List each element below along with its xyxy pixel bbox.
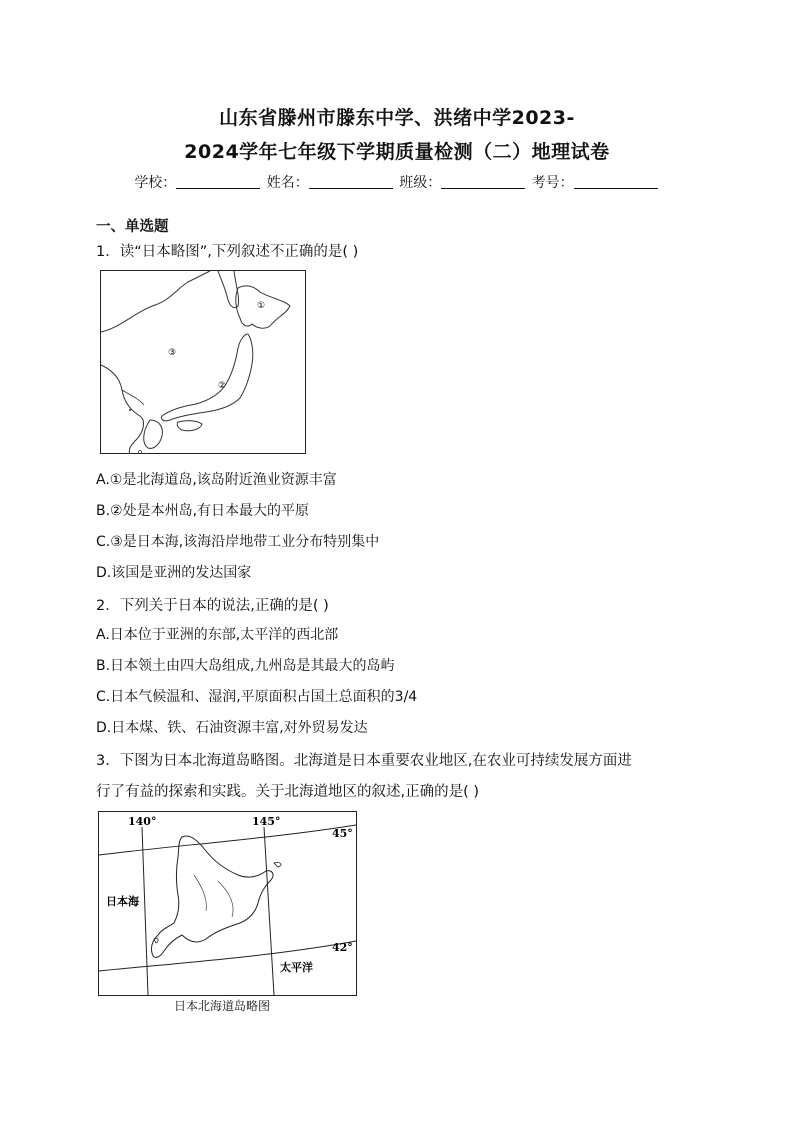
school-blank[interactable] — [176, 176, 260, 189]
exam-no-label: 考号： — [531, 175, 574, 191]
map-label-2: ② — [218, 381, 227, 391]
exam-title-line2: 2024学年七年级下学期质量检测（二）地理试卷 — [184, 141, 610, 163]
hokkaido-map-svg — [98, 811, 358, 997]
exam-title-line1: 山东省滕州市滕东中学、洪绪中学2023- — [219, 107, 575, 129]
q2-option-c[interactable]: C.日本气候温和、湿润,平原面积占国土总面积的3/4 — [96, 689, 418, 705]
q1-option-b[interactable]: B.②处是本州岛,有日本最大的平原 — [96, 503, 310, 519]
school-label: 学校： — [134, 175, 177, 191]
q2-option-a[interactable]: A.日本位于亚洲的东部,太平洋的西北部 — [96, 627, 339, 643]
q2-stem: 2．下列关于日本的说法,正确的是( ) — [96, 598, 329, 614]
japan-map-svg — [100, 270, 306, 454]
hokkaido-map-caption: 日本北海道岛略图 — [174, 999, 271, 1013]
section-heading: 一、单选题 — [96, 219, 169, 235]
name-blank[interactable] — [309, 176, 393, 189]
lon-140-label: 140° — [128, 815, 157, 828]
japan-map — [100, 270, 306, 458]
student-info-row — [0, 172, 794, 192]
name-label: 姓名： — [266, 175, 309, 191]
exam-no-blank[interactable] — [574, 176, 658, 189]
class-label: 班级： — [399, 175, 442, 191]
q1-option-a[interactable]: A.①是北海道岛,该岛附近渔业资源丰富 — [96, 472, 337, 488]
q2-option-b[interactable]: B.日本领土由四大岛组成,九州岛是其最大的岛屿 — [96, 658, 395, 674]
q3-stem-line2: 行了有益的探索和实践。关于北海道地区的叙述,正确的是( ) — [96, 784, 480, 800]
map-label-1: ① — [257, 301, 266, 311]
q1-stem: 1．读“日本略图”,下列叙述不正确的是( ) — [96, 244, 359, 260]
map-label-3: ③ — [168, 348, 177, 358]
lat-45-label: 45° — [332, 827, 353, 840]
pacific-ocean-label: 太平洋 — [280, 961, 313, 974]
lon-145-label: 145° — [252, 815, 281, 828]
hokkaido-map — [98, 811, 358, 1001]
q1-option-d[interactable]: D.该国是亚洲的发达国家 — [96, 565, 252, 581]
q1-option-c[interactable]: C.③是日本海,该海沿岸地带工业分布特别集中 — [96, 534, 380, 550]
q2-option-d[interactable]: D.日本煤、铁、石油资源丰富,对外贸易发达 — [96, 720, 368, 736]
sea-of-japan-label: 日本海 — [106, 895, 139, 908]
lat-42-label: 42° — [332, 941, 353, 954]
class-blank[interactable] — [441, 176, 525, 189]
q3-stem-line1: 3．下图为日本北海道岛略图。北海道是日本重要农业地区,在农业可持续发展方面进 — [96, 753, 632, 769]
